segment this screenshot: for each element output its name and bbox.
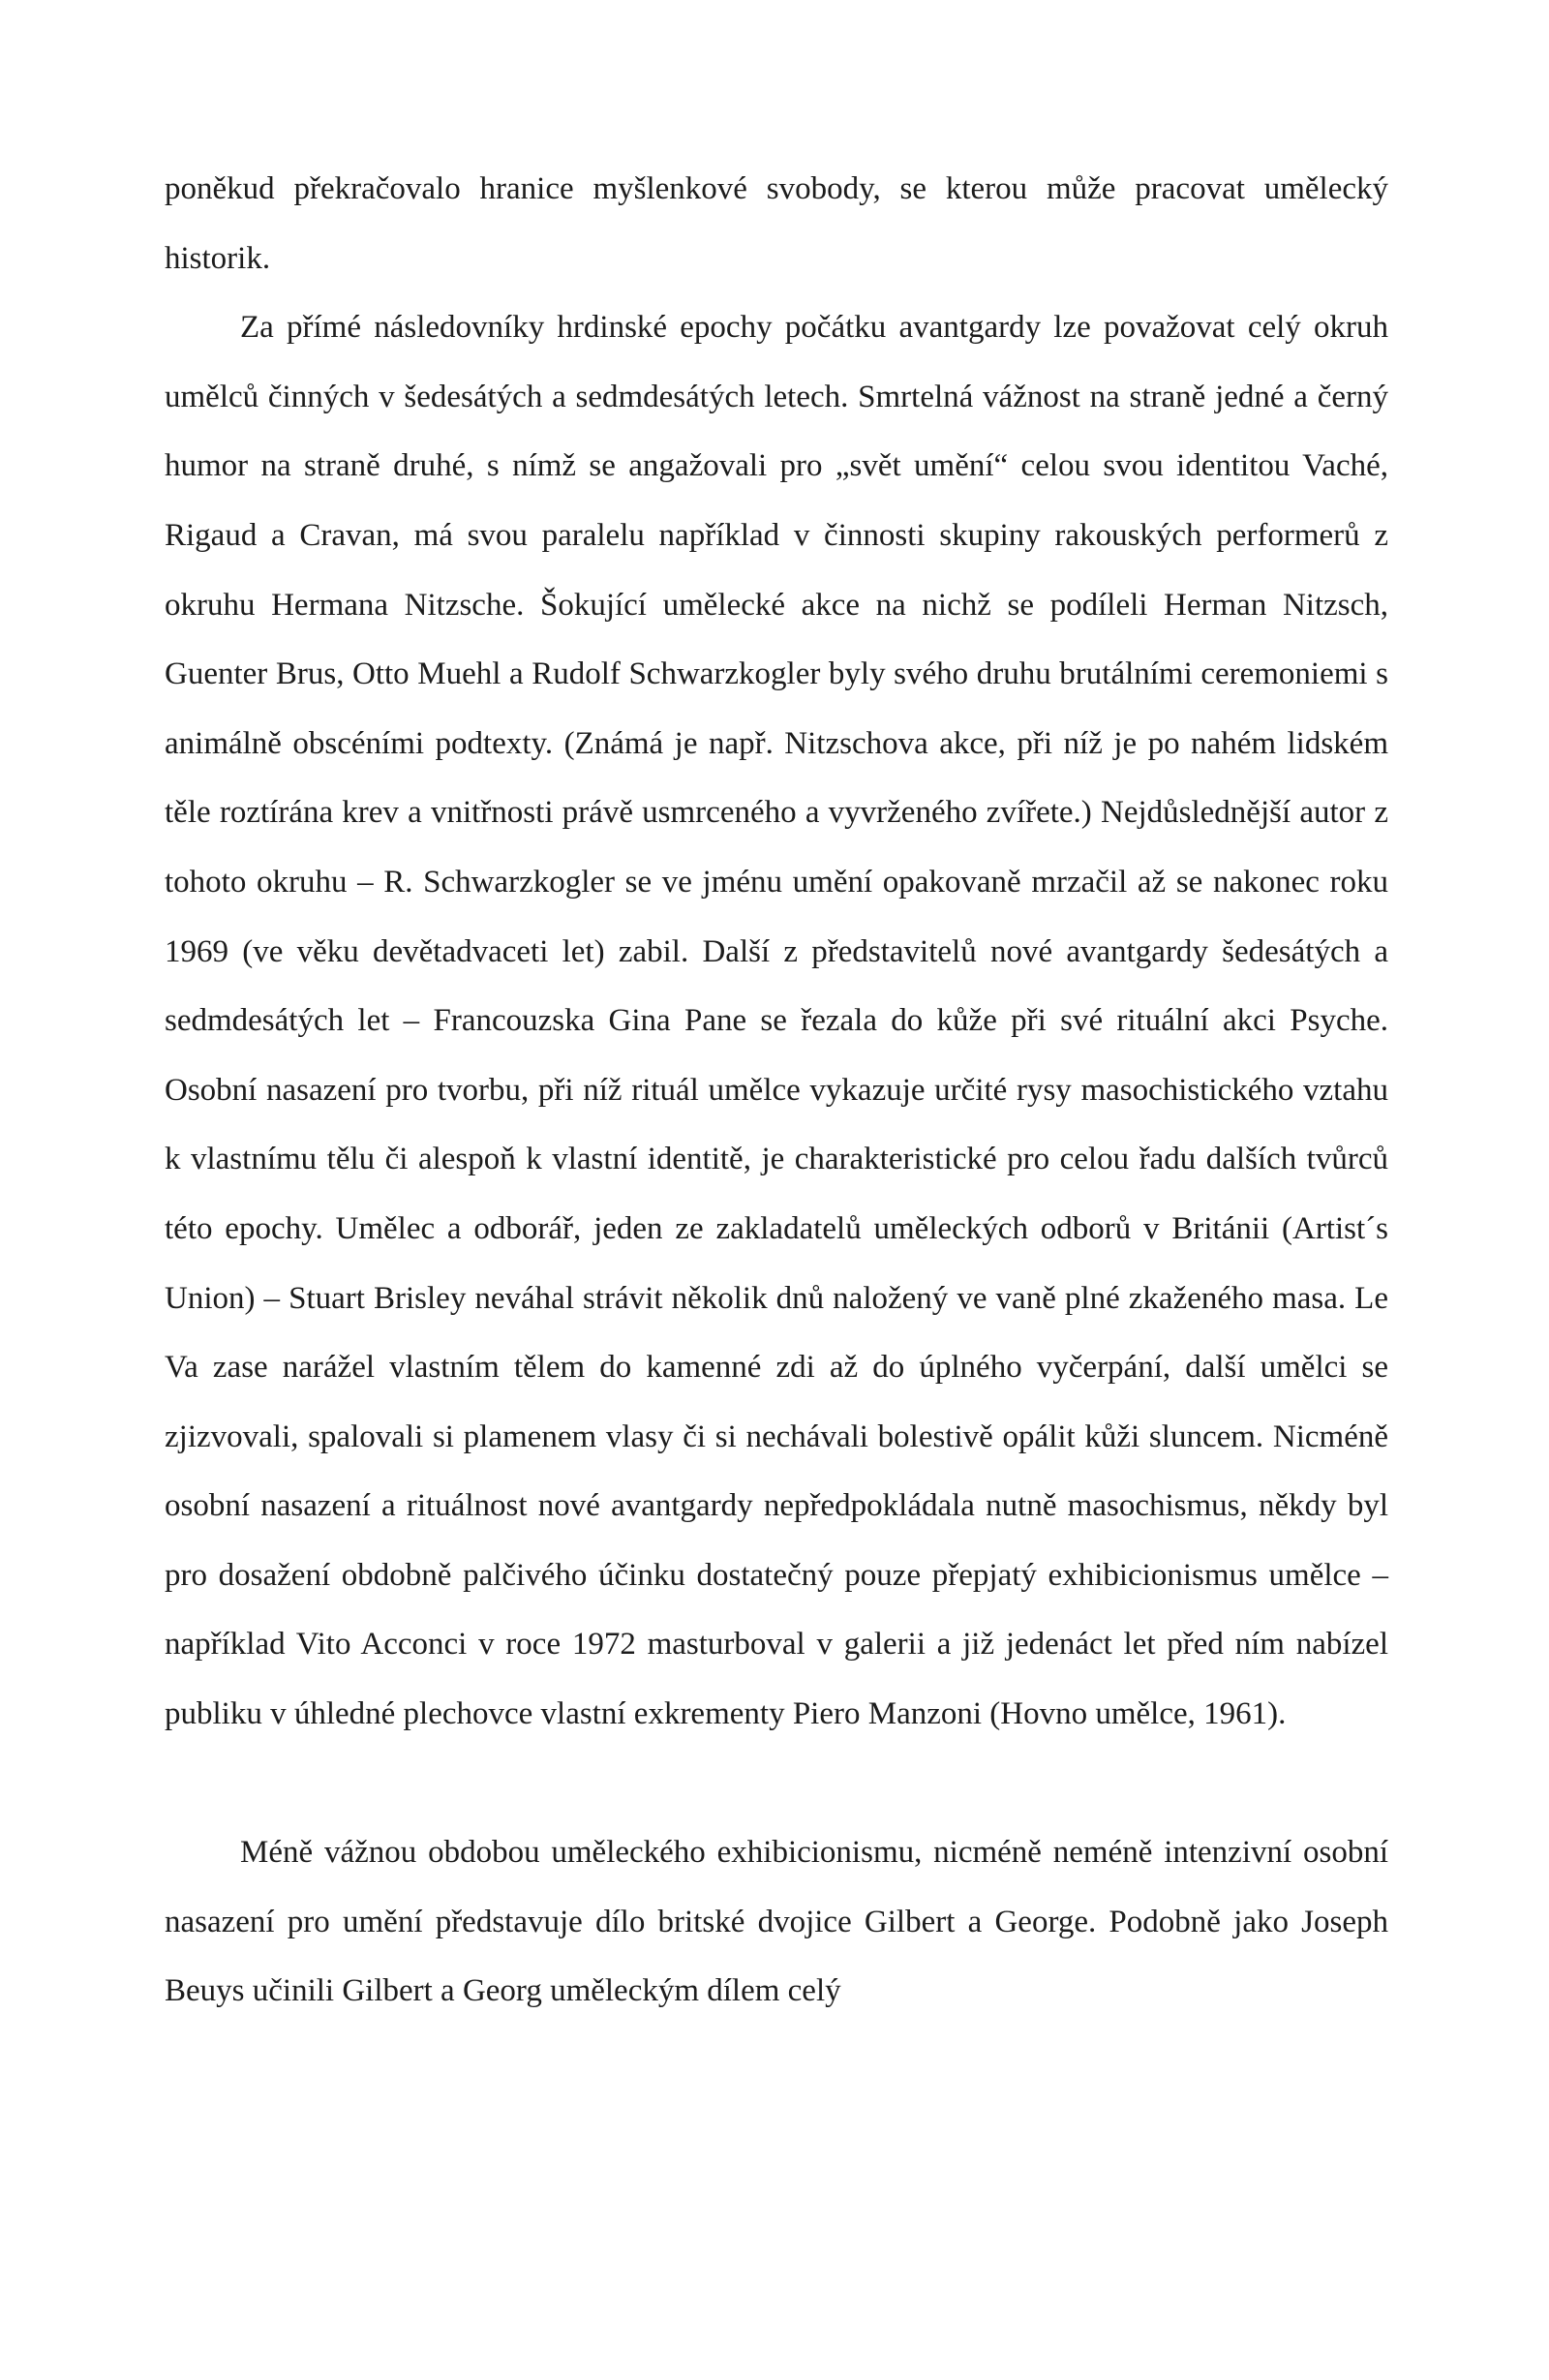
paragraph-continuation: poněkud překračovalo hranice myšlenkové svobody, se kterou může pracovat umělecký historik. bbox=[165, 171, 1388, 276]
document-page bbox=[165, 155, 1388, 2027]
paragraph-avantgarde-successors: Za přímé následovníky hrdinské epochy počátku avantgardy lze považovat celý okruh umělců činných v šedesátých a sedmdesátých letech. Smrtelná vážnost na straně jedné a černý humor na straně druhé, s nímž se angažovali pro „svět umění“ celou svou identitou Vaché, Rigaud a Cravan, má svou paralelu například v činnosti skupiny rakouských performerů z okruhu Hermana Nitzsche. Šokující umělecké akce na nichž se podíleli Herman Nitzsch, Guenter Brus, Otto Muehl a Rudolf Schwarzkogler byly svého druhu brutálními ceremoniemi s animálně obscéními podtexty. (Známá je např. Nitzschova akce, při níž je po nahém lidském těle roztírána krev a vnitřnosti právě usmrceného a vyvrženého zvířete.) Nejdůslednější autor z tohoto okruhu – R. Schwarzkogler se ve jménu umění opakovaně mrzačil až se nakonec roku 1969 (ve věku devětadvaceti let) zabil. Další z představitelů nové avantgardy šedesátých a sedmdesátých let – Francouzska Gina Pane se řezala do kůže při své rituální akci Psyche. Osobní nasazení pro tvorbu, při níž rituál umělce vykazuje určité rysy masochistického vztahu k vlastnímu tělu či alespoň k vlastní identitě, je charakteristické pro celou řadu dalších tvůrců této epochy. Umělec a odborář, jeden ze zakladatelů uměleckých odborů v Británii (Artist´s Union) – Stuart Brisley neváhal strávit několik dnů naložený ve vaně plné zkaženého masa. Le Va zase narážel vlastním tělem do kamenné zdi až do úplného vyčerpání, další umělci se zjizvovali, spalovali si plamenem vlasy či si nechávali bolestivě opálit kůži sluncem. Nicméně osobní nasazení a rituálnost nové avantgardy nepředpokládala nutně masochismus, někdy byl pro dosažení obdobně palčivého účinku dostatečný pouze přepjatý exhibicionismus umělce – například Vito Acconci v roce 1972 masturboval v galerii a již jedenáct let před ním nabízel publiku v úhledné plechovce vlastní exkrementy Piero Manzoni (Hovno umělce, 1961). bbox=[165, 310, 1388, 1732]
paragraph-gilbert-and-george: Méně vážnou obdobou uměleckého exhibicionismu, nicméně neméně intenzivní osobní nasazení pro umění představuje dílo britské dvojice Gilbert a George. Podobně jako Joseph Beuys učinili Gilbert a Georg uměleckým dílem celý bbox=[165, 1835, 1388, 2009]
